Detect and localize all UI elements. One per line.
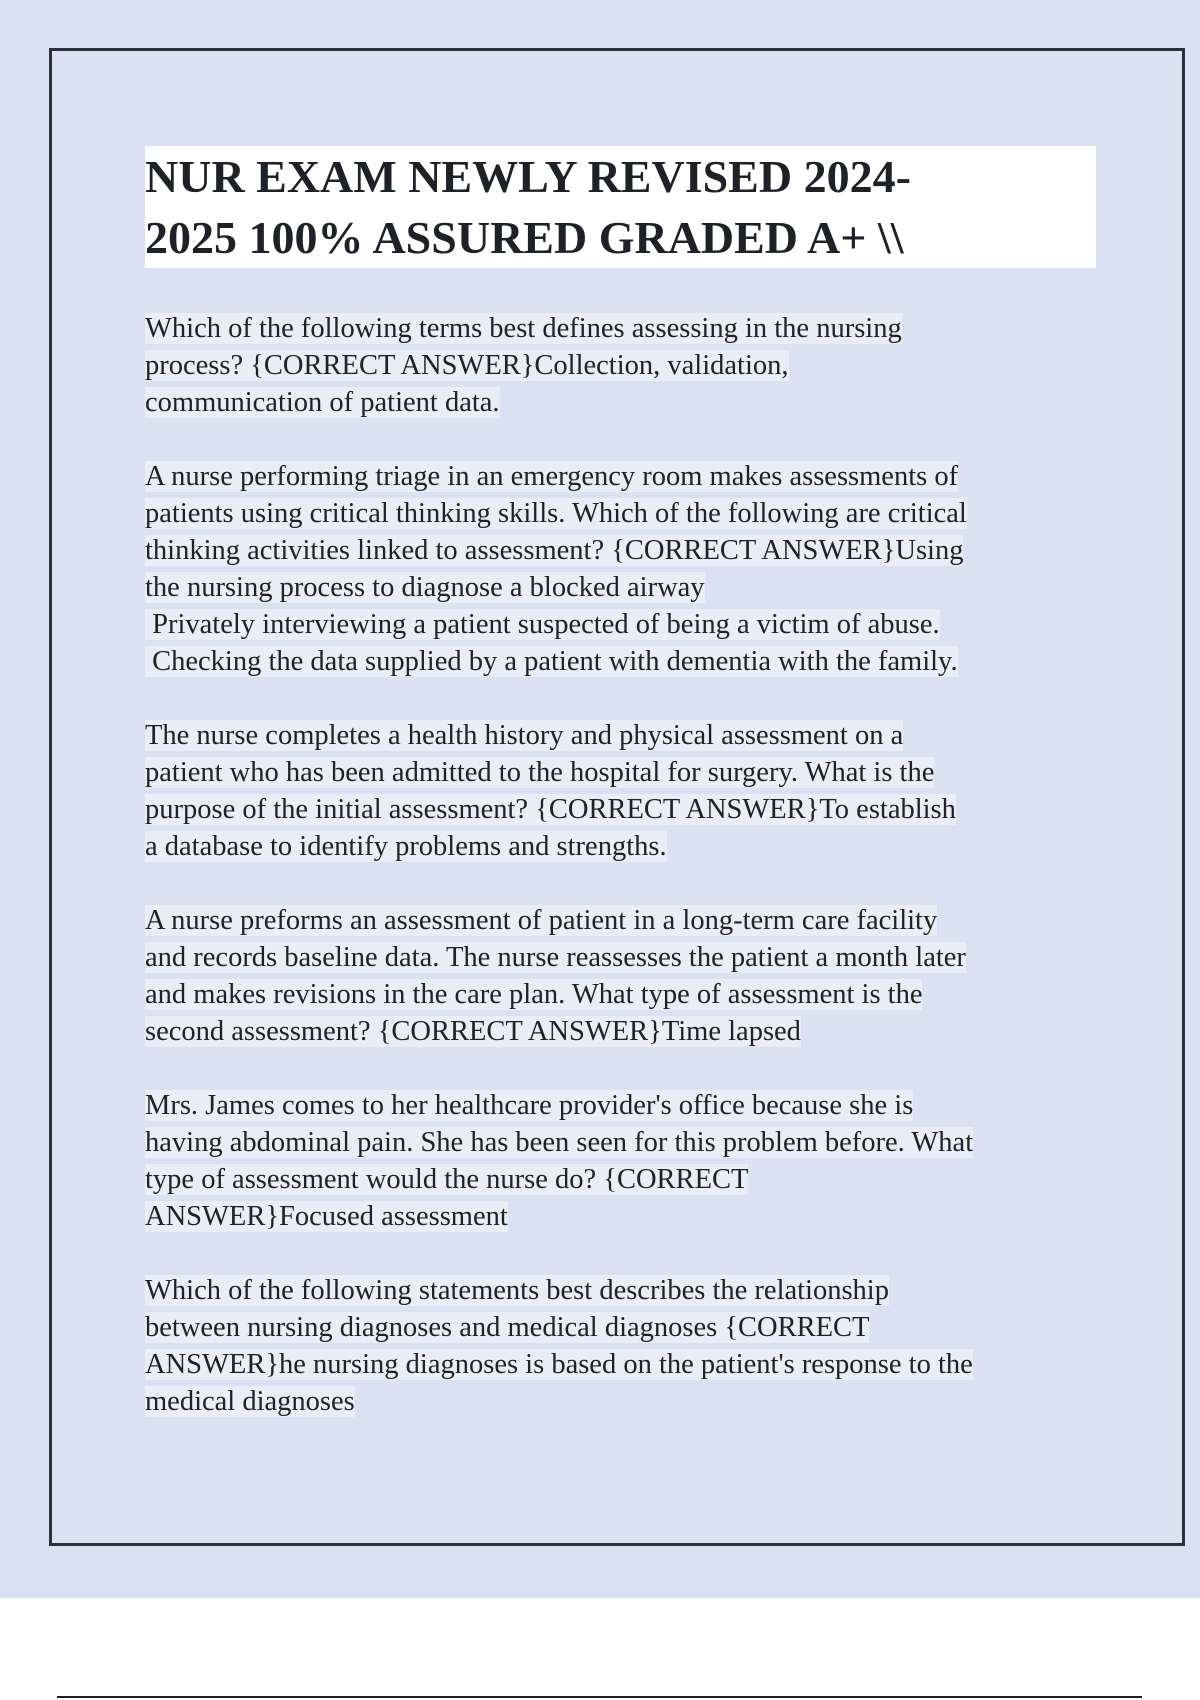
- qa-item-6: [145, 1272, 1095, 1420]
- title-line: NUR EXAM NEWLY REVISED 2024-: [145, 146, 1096, 207]
- qa-line: A nurse performing triage in an emergency room makes assessments of: [145, 461, 959, 492]
- qa-line: between nursing diagnoses and medical diagnoses {CORRECT: [145, 1312, 870, 1343]
- qa-item-3: [145, 717, 1095, 865]
- qa-item-1: [145, 310, 1095, 421]
- qa-line: second assessment? {CORRECT ANSWER}Time lapsed: [145, 1016, 801, 1047]
- qa-line: patients using critical thinking skills. Which of the following are critical: [145, 498, 967, 529]
- qa-line: having abdominal pain. She has been seen for this problem before. What: [145, 1127, 974, 1158]
- qa-line: Checking the data supplied by a patient with dementia with the family.: [145, 646, 958, 677]
- qa-line: patient who has been admitted to the hospital for surgery. What is the: [145, 757, 935, 788]
- qa-line: A nurse preforms an assessment of patient in a long-term care facility: [145, 905, 938, 936]
- qa-item-4: [145, 902, 1095, 1050]
- qa-item-2: [145, 458, 1095, 680]
- qa-line: and records baseline data. The nurse reassesses the patient a month later: [145, 942, 966, 973]
- bottom-divider: [57, 1696, 1142, 1698]
- qa-line: the nursing process to diagnose a blocked airway: [145, 572, 705, 603]
- qa-line: The nurse completes a health history and physical assessment on a: [145, 720, 904, 751]
- qa-line: Which of the following statements best describes the relationship: [145, 1275, 889, 1306]
- qa-line: process? {CORRECT ANSWER}Collection, validation,: [145, 350, 789, 381]
- qa-line: ANSWER}Focused assessment: [145, 1201, 508, 1232]
- qa-line: ANSWER}he nursing diagnoses is based on the patient's response to the: [145, 1349, 973, 1380]
- qa-line: medical diagnoses: [145, 1386, 355, 1417]
- title-line: 2025 100% ASSURED GRADED A+ \\: [145, 207, 1096, 268]
- qa-line: communication of patient data.: [145, 387, 500, 418]
- qa-line: and makes revisions in the care plan. What type of assessment is the: [145, 979, 923, 1010]
- document-title: [145, 146, 1095, 268]
- qa-line: Which of the following terms best defines assessing in the nursing: [145, 313, 902, 344]
- qa-line: purpose of the initial assessment? {CORRECT ANSWER}To establish: [145, 794, 956, 825]
- qa-item-5: [145, 1087, 1095, 1235]
- qa-line: type of assessment would the nurse do? {CORRECT: [145, 1164, 749, 1195]
- qa-line: thinking activities linked to assessment? {CORRECT ANSWER}Using: [145, 535, 964, 566]
- qa-line: Mrs. James comes to her healthcare provider's office because she is: [145, 1090, 914, 1121]
- qa-line: Privately interviewing a patient suspected of being a victim of abuse.: [145, 609, 940, 640]
- qa-line: a database to identify problems and strengths.: [145, 831, 667, 862]
- document-content: [145, 146, 1095, 1457]
